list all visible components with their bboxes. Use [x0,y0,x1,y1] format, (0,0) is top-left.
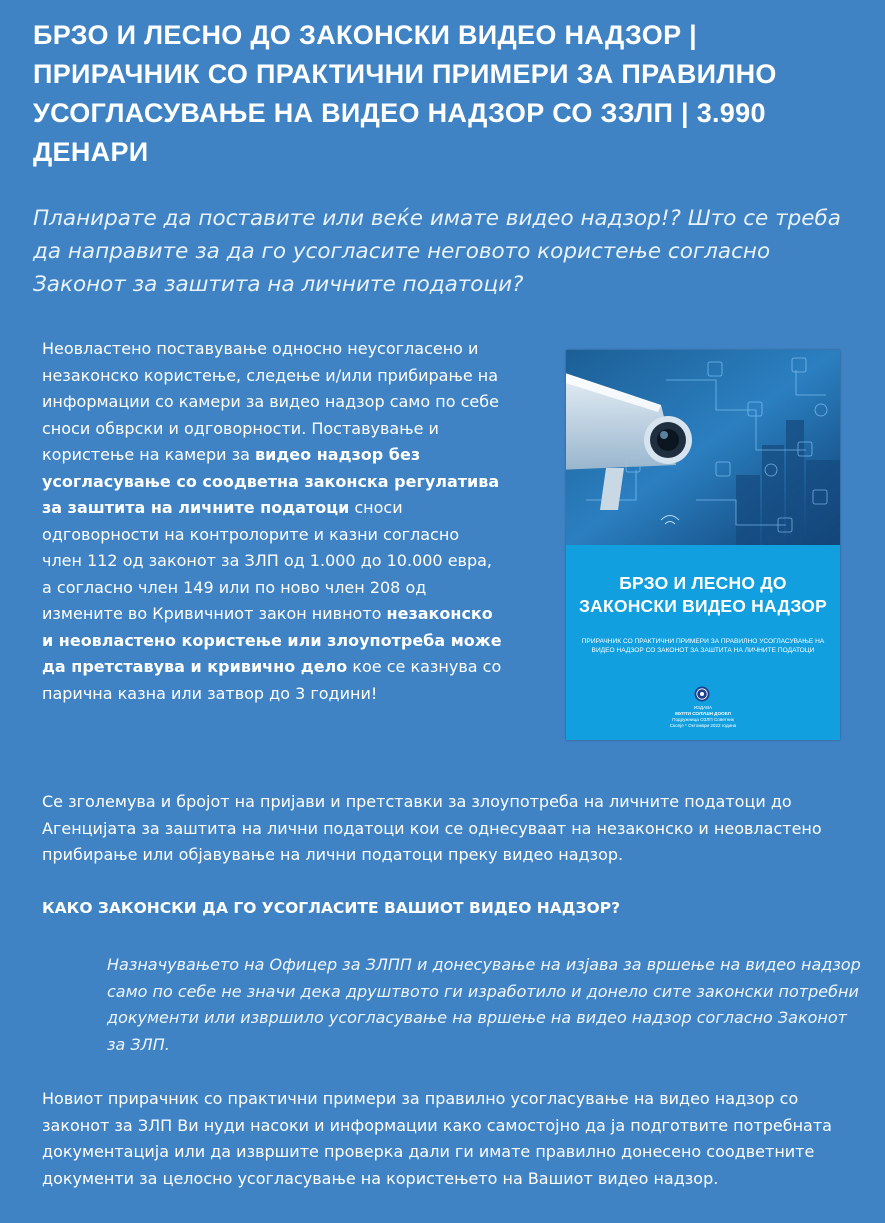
cover-title-line-1: БРЗО И ЛЕСНО ДО [619,573,787,593]
publisher-logo-icon [694,686,710,702]
cover-title-line-2: ЗАКОНСКИ ВИДЕО НАДЗОР [579,596,827,616]
section-heading: КАКО ЗАКОНСКИ ДА ГО УСОГЛАСИТЕ ВАШИОТ ВИДЕО НАДЗОР? [42,899,621,917]
cover-subtitle: ПРИРАЧНИК СО ПРАКТИЧНИ ПРИМЕРИ ЗА ПРАВИЛНО УСОГЛАСУВАЊЕ НА ВИДЕО НАДЗОР СО ЗАКОНОТ ЗА ЗАШТИТА НА ЛИЧНИТЕ ПОДАТОЦИ [581,638,825,654]
intro-text-3: кое се казнува со парична казна или затвор до 3 години! [42,657,502,703]
intro-bold-2: незаконско и неовластено користење или злоупотреба може да претставува и кривично дело [42,604,502,676]
book-cover-image [566,350,840,740]
handbook-paragraph: Новиот прирачник со практични примери за правилно усогласување на видео надзор со законот за ЗЛП Ви нуди насоки и информации како самостојно да ја подготвите потребната документација или да извршите проверка дали ги имате правилно донесено соодветните документи за целосно усогласување на користењето на Вашиот видео надзор. [42,1089,832,1188]
cover-title [566,572,840,618]
page-title: БРЗО И ЛЕСНО ДО ЗАКОНСКИ ВИДЕО НАДЗОР | ПРИРАЧНИК СО ПРАКТИЧНИ ПРИМЕРИ ЗА ПРАВИЛНО УСОГЛАСУВАЊЕ НА ВИДЕО НАДЗОР СО ЗЗЛП | 3.990 ДЕНАРИ [33,20,777,167]
publisher-label: ИЗДАВА [693,705,713,710]
security-camera-illustration [566,350,840,545]
publisher-sub: Подружница ОЗЛП Советник [672,717,734,722]
subtitle: Планирате да поставите или веќе имате видео надзор!? Што се треба да направите за да го усогласите неговото користење согласно Законот за заштита на личните податоци? [33,206,841,297]
intro-text-2: сноси одговорности на контролорите и казни согласно член 112 од законот за ЗЛП од 1.000 до 10.000 евра, а согласно член 149 или по ново член 208 од измените во Кривичниот закон нивното [42,498,493,623]
italic-quote: Назначувањето на Офицер за ЗЛПП и донесување на изјава за вршење на видео надзор само по себе не значи дека друштвото ги изработило и донело сите законски потребни документи или извршило усогласување на вршење на видео надзор согласно Законот за ЗЛП. [107,955,861,1054]
publisher-place: Скопје * Октомври 2022 година [669,723,737,728]
intro-bold-1: видео надзор без усогласување со соодветна законска регулатива за заштита на личните податоци [42,445,500,517]
intro-text-1: Неовластено поставување односно неусогласено и незаконско користење, следење и/или прибирање на информации со камери за видео надзор само по себе сноси обврски и одговорности. Поставување и користење на камери за [42,339,499,464]
complaints-paragraph: Се зголемува и бројот на пријави и претставки за злоупотреба на личните податоци до Агенцијата за заштита на лични податоци кои се однесуваат на незаконско и неовластено прибирање или објавување на лични податоци преку видео надзор. [42,792,822,864]
intro-paragraph [42,336,502,707]
cover-publisher [566,705,840,729]
publisher-name: МУЛТИ СОЛУШН ДООЕЛ [675,711,731,716]
